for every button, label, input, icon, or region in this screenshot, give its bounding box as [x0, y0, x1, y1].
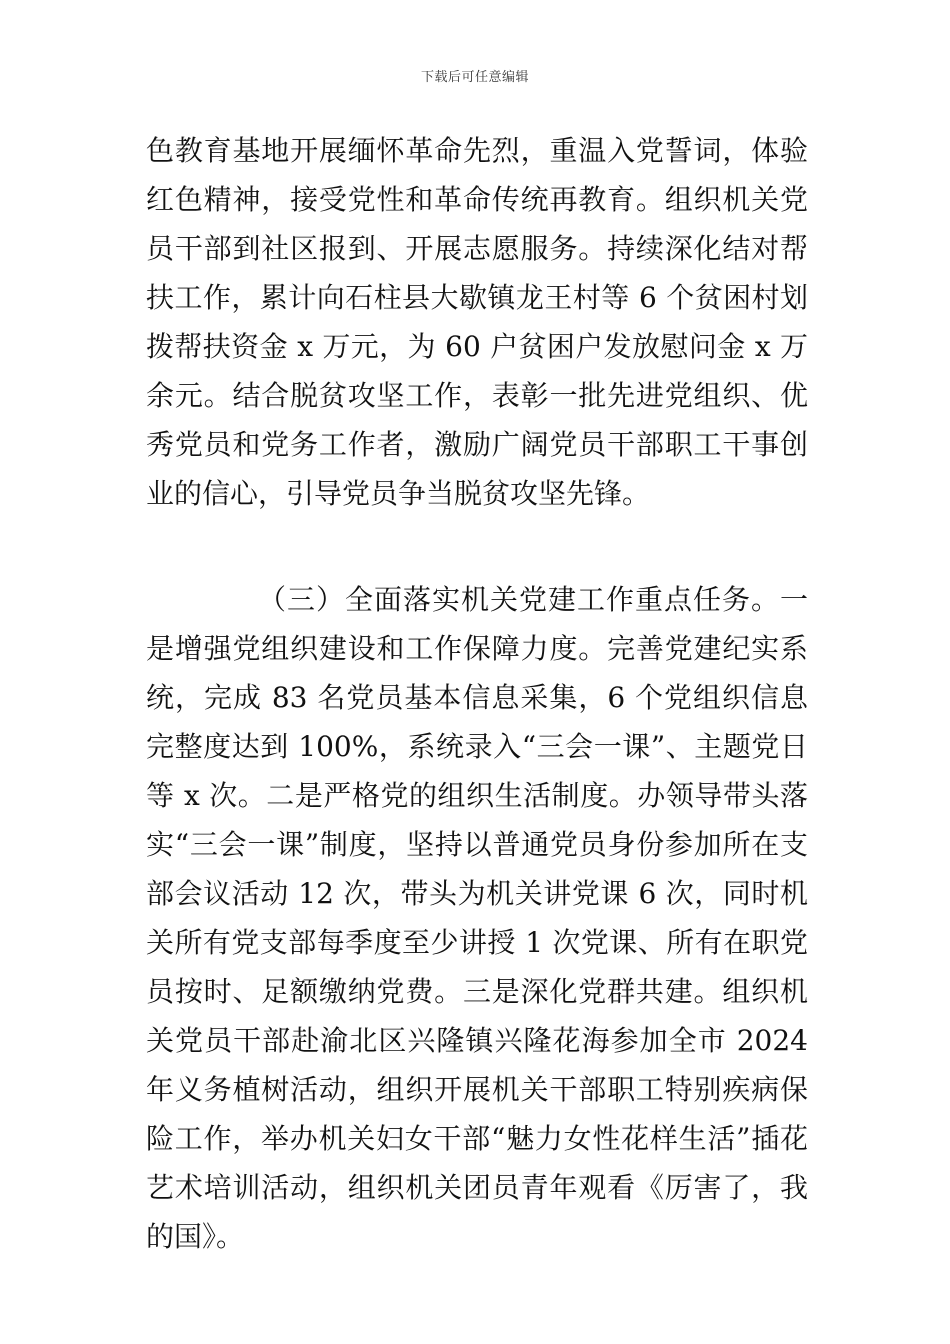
paragraph-party-building-tasks: （三）全面落实机关党建工作重点任务。一是增强党组织建设和工作保障力度。完善党建纪实系统，完成 83 名党员基本信息采集，6 个党组织信息完整度达到 100%，系统录入“三会一课”、主题党日等 x 次。二是严格党的组织生活制度。办领导带头落实“三会一课”制度，坚持以普通党员身份参加所在支部会议活动 12 次，带头为机关讲党课 6 次，同时机关所有党支部每季度至少讲授 1 次党课、所有在职党员按时、足额缴纳党费。三是深化党群共建。组织机关党员干部赴渝北区兴隆镇兴隆花海参加全市 2024 年义务植树活动，组织开展机关干部职工特别疾病保险工作，举办机关妇女干部“魅力女性花样生活”插花艺术培训活动，组织机关团员青年观看《厉害了，我的国》。: [146, 583, 808, 1253]
paragraph-red-education: 色教育基地开展缅怀革命先烈，重温入党誓词，体验红色精神，接受党性和革命传统再教育。组织机关党员干部到社区报到、开展志愿服务。持续深化结对帮扶工作，累计向石柱县大歇镇龙王村等 6 个贫困村划拨帮扶资金 x 万元，为 60 户贫困户发放慰问金 x 万余元。结合脱贫攻坚工作，表彰一批先进党组织、优秀党员和党务工作者，激励广阔党员干部职工干事创业的信心，引导党员争当脱贫攻坚先锋。: [146, 134, 808, 510]
page-header: 下载后可任意编辑: [420, 70, 529, 85]
